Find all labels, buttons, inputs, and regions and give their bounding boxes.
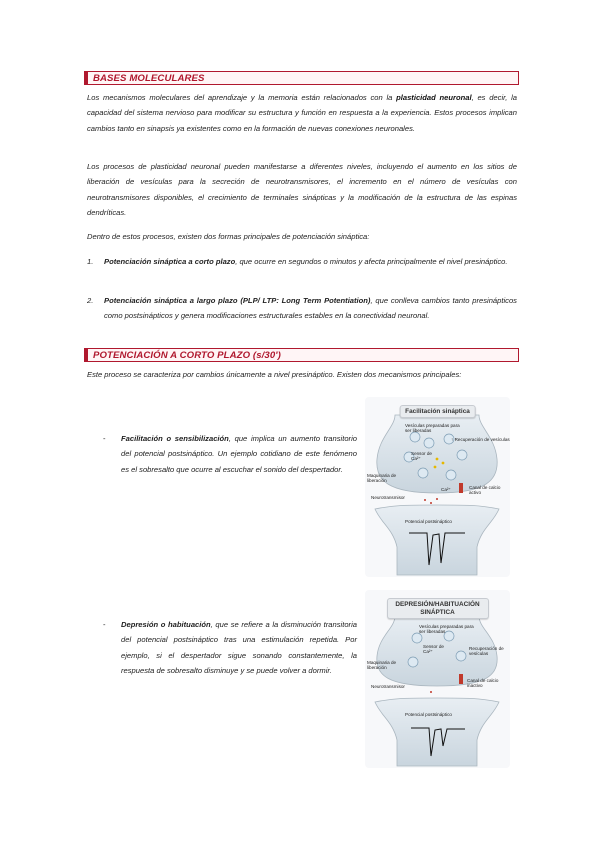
bullet-dash: - [103,620,106,629]
list-item-text: Potenciación sináptica a largo plazo (PLP/ LTP: Long Term Potentiation), que conlleva cambios tanto presinápticos como postsinápticos y genera modificaciones estructurales estables en la conectividad neuronal. [104,296,517,321]
label-neurotransmitter: Neurotransmisor [371,684,405,689]
bullet-depresion [103,617,355,697]
list-item-long-term [87,293,517,341]
bullet-text: Depresión o habituación, que se refiere a la disminución transitoria del potencial postsináptico tras una estimulación repetida. Por ejemplo, si el despertador sigue sonando constantemente, la respuesta de sobresalto disminuye y se puede volver a dormir. [121,620,357,676]
label-machinery: Maquinaria de liberación [367,473,397,484]
paragraph-plasticity-levels: Los procesos de plasticidad neuronal pueden manifestarse a diferentes niveles, incluyendo el aumento en los sitios de liberación de vesículas para la secreción de neurotransmisores, el incremento en el número de vesículas con neurotransmisores disponibles, el crecimiento de terminales sinápticas y la modificación de la estructura de las espinas dendríticas. [87,162,517,218]
label-vesicles: Vesículas preparadas para ser liberadas [419,624,474,635]
paragraph-short-term-intro: Este proceso se caracteriza por cambios únicamente a nivel presináptico. Existen dos mecanismos principales: [87,370,462,379]
vesicle [456,651,466,661]
calcium-channel-active [459,483,463,493]
neurotransmitter-dot [430,691,432,693]
list-number: 2. [87,296,94,305]
label-ca: Ca²⁺ [441,487,451,492]
section-heading-corto-plazo: POTENCIACIÓN A CORTO PLAZO (s/30') [84,348,519,362]
postsynaptic-terminal [375,505,499,575]
bullet-text: Facilitación o sensibilización, que implica un aumento transitorio del potencial postsináptico. Un ejemplo cotidiano de este fenómeno es el sobresalto que ocurre al escuchar el sonido del despertador. [121,434,357,474]
bold-term-plasticidad: plasticidad neuronal [396,93,472,102]
label-postsynaptic-potential: Potencial postsináptico [405,519,452,524]
neurotransmitter-dot [424,499,426,501]
neurotransmitter-dot [436,498,438,500]
calcium-ion [442,462,445,465]
calcium-channel-inactive [459,674,463,684]
vesicle [457,450,467,460]
list-item-short-term [87,254,517,286]
label-machinery: Maquinaria de liberación [367,660,397,671]
bullet-facilitacion [103,431,355,495]
label-neurotransmitter: Neurotransmisor [371,495,405,500]
postsynaptic-terminal [375,698,499,766]
label-vesicles: Vesículas preparadas para ser liberadas [405,423,460,434]
figure-title: DEPRESIÓN/HABITUACIÓN SINÁPTICA [387,598,489,619]
label-sensor: Sensor de Ca²⁺ [411,451,432,462]
neurotransmitter-dot [430,502,432,504]
vesicle [424,438,434,448]
paragraph-intro: Los mecanismos moleculares del aprendizaje y la memoria están relacionados con la plasticidad neuronal, es decir, la capacidad del sistema nervioso para modificar su estructura y función en respuesta a la experiencia. Estos procesos implican cambios tanto en sinapsis ya existentes como en la formación de nuevas conexiones neuronales. [87,93,517,133]
vesicle [446,470,456,480]
label-postsynaptic-potential: Potencial postsináptico [405,712,452,717]
paragraph-two-forms: Dentro de estos procesos, existen dos formas principales de potenciación sináptica: [87,232,370,241]
bullet-dash: - [103,434,106,443]
vesicle [408,657,418,667]
list-item-text: Potenciación sináptica a corto plazo, que ocurre en segundos o minutos y afecta principalmente el nivel presináptico. [104,257,508,266]
label-recovery: Recuperación de vesículas [469,646,504,657]
figure-depresion [365,590,510,768]
section-heading-bases-moleculares: BASES MOLECULARES [84,71,519,85]
calcium-ion [434,466,437,469]
vesicle [418,468,428,478]
figure-title: Facilitación sináptica [399,405,476,418]
figure-facilitacion [365,397,510,577]
list-number: 1. [87,257,94,266]
label-recovery: ↑ Recuperación de vesículas [451,437,510,442]
label-channel: Canal de calcio inactivo [467,678,499,689]
label-sensor: Sensor de Ca²⁺ [423,644,444,655]
label-channel: Canal de calcio activo [469,485,501,496]
